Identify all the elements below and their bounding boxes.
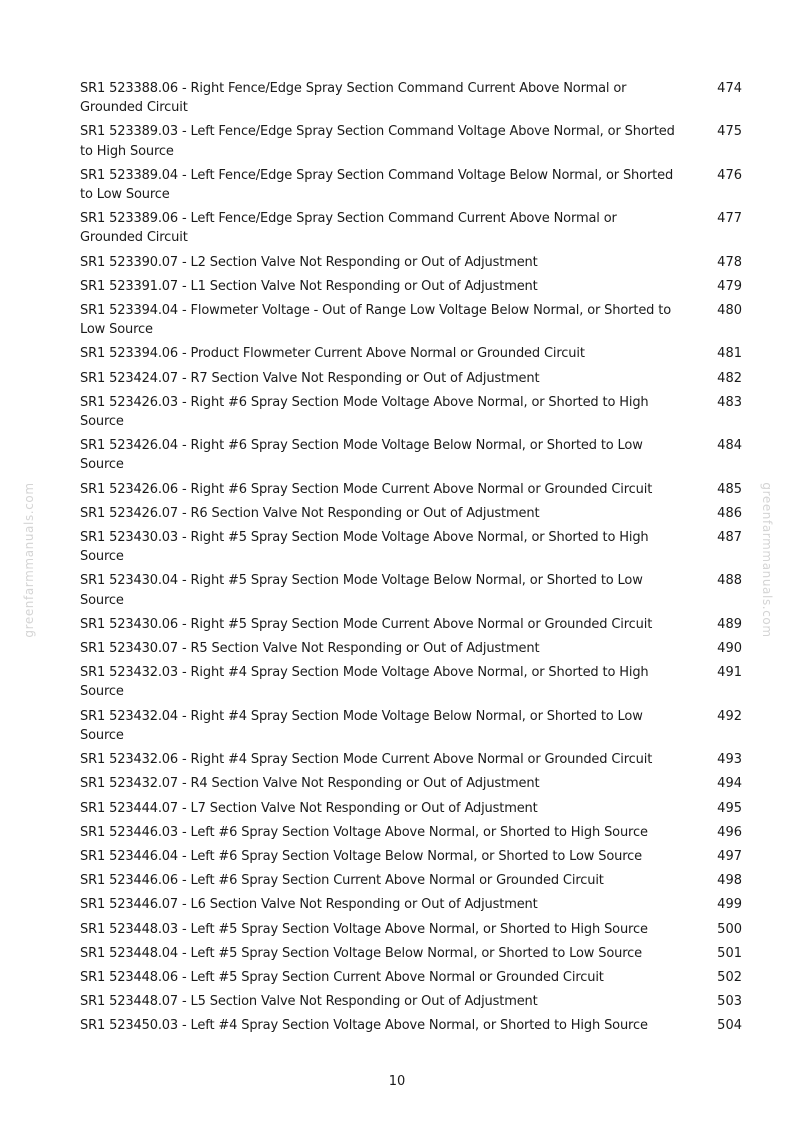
- toc-entry-title: SR1 523432.06 - Right #4 Spray Section Mode Current Above Normal or Grounded Circuit: [80, 752, 653, 768]
- toc-entry-page: 493: [717, 752, 742, 768]
- toc-entry[interactable]: [80, 639, 744, 658]
- page-number: 10: [388, 1074, 406, 1089]
- toc-entry-title: SR1 523388.06 - Right Fence/Edge Spray Section Command Current Above Normal or Grounded Circuit: [80, 81, 627, 116]
- toc-entry[interactable]: [80, 968, 744, 987]
- toc-entry-title: SR1 523389.04 - Left Fence/Edge Spray Section Command Voltage Below Normal, or Shorted to Low Source: [80, 167, 674, 203]
- toc-entry-title: SR1 523426.06 - Right #6 Spray Section Mode Current Above Normal or Grounded Circuit: [80, 481, 653, 497]
- toc-entry[interactable]: [80, 528, 744, 566]
- toc-entry-page: 499: [717, 897, 742, 913]
- toc-entry-title: SR1 523448.04 - Left #5 Spray Section Voltage Below Normal, or Shorted to Low Source: [80, 945, 643, 961]
- toc-entry-title: SR1 523389.03 - Left Fence/Edge Spray Section Command Voltage Above Normal, or Shorted to High Source: [80, 124, 675, 159]
- toc-entry-title: SR1 523390.07 - L2 Section Valve Not Responding or Out of Adjustment: [80, 254, 538, 270]
- toc-entry[interactable]: [80, 615, 744, 634]
- toc-entry[interactable]: [80, 847, 744, 866]
- toc-entry-page: 481: [717, 346, 742, 362]
- toc-entry-title: SR1 523450.03 - Left #4 Spray Section Voltage Above Normal, or Shorted to High Source: [80, 1018, 648, 1034]
- toc-entry[interactable]: [80, 344, 744, 363]
- watermark-right: greenfarmmanuals.com: [760, 482, 774, 638]
- toc-entry[interactable]: [80, 122, 744, 160]
- toc-entry[interactable]: [80, 436, 744, 474]
- toc-entry-title: SR1 523394.06 - Product Flowmeter Current Above Normal or Grounded Circuit: [80, 346, 585, 362]
- toc-entry-title: SR1 523444.07 - L7 Section Valve Not Responding or Out of Adjustment: [80, 800, 538, 816]
- toc-entry-page: 486: [717, 505, 742, 521]
- toc-entry-title: SR1 523426.03 - Right #6 Spray Section Mode Voltage Above Normal, or Shorted to High Source: [80, 394, 649, 430]
- toc-entry[interactable]: [80, 944, 744, 963]
- toc-entry-page: 490: [717, 641, 742, 657]
- toc-entry-page: 475: [717, 124, 742, 140]
- toc-entry-page: 479: [717, 278, 742, 294]
- toc-entry-page: 487: [717, 530, 742, 546]
- toc-entry[interactable]: [80, 209, 744, 247]
- toc-entry-page: 496: [717, 824, 742, 840]
- toc-entry-page: 477: [717, 211, 742, 227]
- table-of-contents: [80, 79, 744, 1041]
- toc-entry-page: 474: [717, 81, 742, 96]
- toc-entry-title: SR1 523432.04 - Right #4 Spray Section Mode Voltage Below Normal, or Shorted to Low Source: [80, 708, 643, 743]
- toc-entry-title: SR1 523446.06 - Left #6 Spray Section Current Above Normal or Grounded Circuit: [80, 873, 604, 889]
- toc-entry-page: 504: [717, 1018, 742, 1034]
- toc-entry-title: SR1 523430.06 - Right #5 Spray Section Mode Current Above Normal or Grounded Circuit: [80, 616, 653, 632]
- toc-entry-title: SR1 523426.04 - Right #6 Spray Section Mode Voltage Below Normal, or Shorted to Low Source: [80, 438, 643, 473]
- toc-entry[interactable]: [80, 992, 744, 1011]
- toc-entry-page: 495: [717, 800, 742, 816]
- toc-entry[interactable]: [80, 253, 744, 272]
- toc-entry[interactable]: [80, 480, 744, 499]
- toc-entry-title: SR1 523424.07 - R7 Section Valve Not Responding or Out of Adjustment: [80, 370, 540, 386]
- toc-entry-title: SR1 523446.03 - Left #6 Spray Section Voltage Above Normal, or Shorted to High Source: [80, 824, 648, 840]
- toc-entry[interactable]: [80, 301, 744, 339]
- toc-entry-title: SR1 523430.03 - Right #5 Spray Section Mode Voltage Above Normal, or Shorted to High Source: [80, 530, 649, 565]
- toc-entry[interactable]: [80, 774, 744, 793]
- toc-entry-page: 498: [717, 873, 742, 889]
- watermark-left: greenfarmmanuals.com: [22, 482, 36, 638]
- toc-entry[interactable]: [80, 571, 744, 609]
- toc-entry[interactable]: [80, 663, 744, 701]
- toc-entry-title: SR1 523446.07 - L6 Section Valve Not Responding or Out of Adjustment: [80, 897, 538, 913]
- toc-entry-title: SR1 523448.06 - Left #5 Spray Section Current Above Normal or Grounded Circuit: [80, 969, 604, 985]
- toc-entry-page: 491: [717, 665, 742, 681]
- toc-entry[interactable]: [80, 1016, 744, 1035]
- toc-entry-page: 482: [717, 370, 742, 386]
- toc-entry-page: 485: [717, 481, 742, 497]
- toc-entry[interactable]: [80, 79, 744, 117]
- toc-entry-title: SR1 523391.07 - L1 Section Valve Not Responding or Out of Adjustment: [80, 278, 538, 294]
- toc-entry-page: 483: [717, 394, 742, 410]
- toc-entry-page: 476: [717, 167, 742, 183]
- toc-entry-page: 478: [717, 254, 742, 270]
- toc-entry-page: 492: [717, 708, 742, 724]
- toc-entry[interactable]: [80, 750, 744, 769]
- toc-entry-page: 502: [717, 969, 742, 985]
- toc-entry[interactable]: [80, 277, 744, 296]
- toc-entry-page: 503: [717, 994, 742, 1010]
- toc-entry[interactable]: [80, 707, 744, 745]
- toc-entry-page: 501: [717, 945, 742, 961]
- toc-entry-page: 497: [717, 848, 742, 864]
- toc-entry[interactable]: [80, 504, 744, 523]
- toc-entry-title: SR1 523426.07 - R6 Section Valve Not Responding or Out of Adjustment: [80, 505, 540, 521]
- toc-entry-title: SR1 523432.07 - R4 Section Valve Not Responding or Out of Adjustment: [80, 776, 540, 792]
- toc-entry-page: 500: [717, 921, 742, 937]
- toc-entry[interactable]: [80, 393, 744, 431]
- toc-entry-page: 494: [717, 776, 742, 792]
- toc-entry-page: 488: [717, 573, 742, 589]
- toc-entry-title: SR1 523430.07 - R5 Section Valve Not Responding or Out of Adjustment: [80, 641, 540, 657]
- toc-entry-title: SR1 523432.03 - Right #4 Spray Section Mode Voltage Above Normal, or Shorted to High Source: [80, 665, 649, 700]
- toc-entry[interactable]: [80, 799, 744, 818]
- toc-entry[interactable]: [80, 369, 744, 388]
- toc-entry-page: 484: [717, 438, 742, 454]
- toc-entry[interactable]: [80, 920, 744, 939]
- toc-entry-title: SR1 523394.04 - Flowmeter Voltage - Out of Range Low Voltage Below Normal, or Shorted to Low Source: [80, 303, 671, 338]
- toc-entry[interactable]: [80, 871, 744, 890]
- toc-entry-title: SR1 523389.06 - Left Fence/Edge Spray Section Command Current Above Normal or Grounded Circuit: [80, 211, 617, 246]
- toc-entry-title: SR1 523448.03 - Left #5 Spray Section Voltage Above Normal, or Shorted to High Source: [80, 921, 648, 937]
- toc-entry[interactable]: [80, 895, 744, 914]
- toc-entry[interactable]: [80, 166, 744, 204]
- toc-entry-title: SR1 523446.04 - Left #6 Spray Section Voltage Below Normal, or Shorted to Low Source: [80, 848, 643, 864]
- toc-entry-title: SR1 523430.04 - Right #5 Spray Section Mode Voltage Below Normal, or Shorted to Low Source: [80, 573, 643, 608]
- toc-entry[interactable]: [80, 823, 744, 842]
- toc-entry-title: SR1 523448.07 - L5 Section Valve Not Responding or Out of Adjustment: [80, 994, 538, 1010]
- toc-entry-page: 480: [717, 303, 742, 319]
- toc-entry-page: 489: [717, 616, 742, 632]
